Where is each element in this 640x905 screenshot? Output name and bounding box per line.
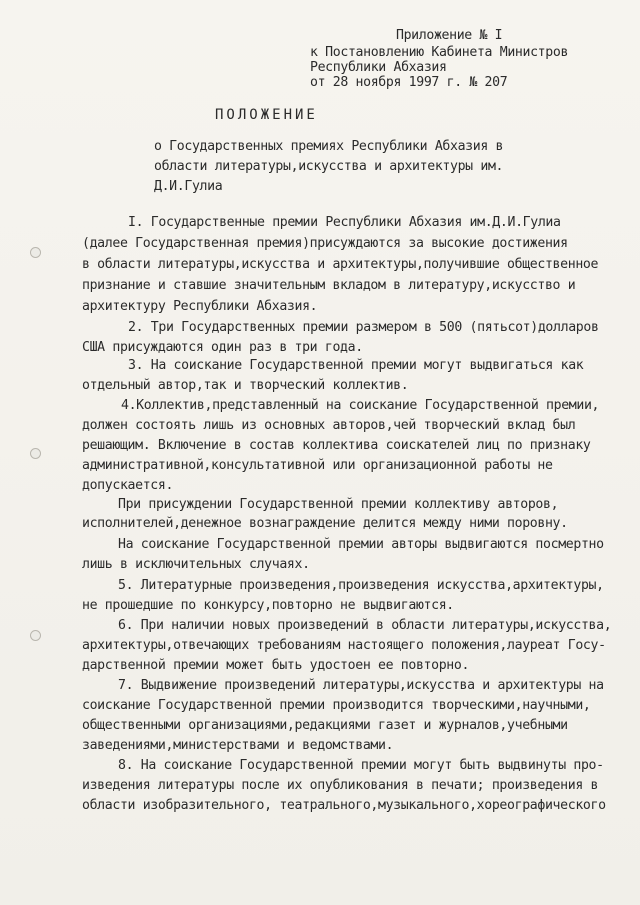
body-line: отдельный автор,так и творческий коллектив. <box>82 378 409 393</box>
body-line: 7. Выдвижение произведений литературы,искусства и архитектуры на <box>118 678 604 693</box>
body-line: не прошедшие по конкурсу,повторно не выдвигаются. <box>82 598 454 613</box>
body-line: На соискание Государственной премии авторы выдвигаются посмертно <box>118 537 604 552</box>
body-line: должен состоять лишь из основных авторов,чей творческий вклад был <box>82 418 576 433</box>
body-line: области изобразительного, театрального,музыкального,хореографического <box>82 798 606 813</box>
body-line: административной,консультативной или организационной работы не <box>82 458 553 473</box>
body-line: При присуждении Государственной премии коллективу авторов, <box>118 497 559 512</box>
body-line: 5. Литературные произведения,произведения искусства,архитектуры, <box>118 578 604 593</box>
body-line: архитектуру Республики Абхазия. <box>82 299 318 314</box>
body-line: решающим. Включение в состав коллектива соискателей лиц по признаку <box>82 438 591 453</box>
decree-date: от 28 ноября 1997 г. № 207 <box>310 75 508 90</box>
punch-hole-mark <box>30 448 41 459</box>
body-line: признание и ставшие значительным вкладом в литературу,искусство и <box>82 278 576 293</box>
body-line: соискание Государственной премии производится творческими,научными, <box>82 698 591 713</box>
body-line: изведения литературы после их опубликования в печати; произведения в <box>82 778 599 793</box>
subtitle-line: Д.И.Гулиа <box>154 179 223 194</box>
body-line: (далее Государственная премия)присуждаются за высокие достижения <box>82 236 568 251</box>
body-line: лишь в исключительных случаях. <box>82 557 310 572</box>
subtitle-line: области литературы,искусства и архитектуры им. <box>154 159 504 174</box>
body-line: I. Государственные премии Республики Абхазия им.Д.И.Гулиа <box>128 215 561 230</box>
decree-reference: к Постановлению Кабинета Министров <box>310 45 569 60</box>
subtitle-line: о Государственных премиях Республики Абхазия в <box>154 139 504 154</box>
body-line: заведениями,министерствами и ведомствами. <box>82 738 394 753</box>
punch-hole-mark <box>30 630 41 641</box>
body-line: 4.Коллектив,представленный на соискание Государственной премии, <box>121 398 600 413</box>
decree-republic: Республики Абхазия <box>310 60 447 75</box>
body-line: дарственной премии может быть удостоен ее повторно. <box>82 658 470 673</box>
body-line: 2. Три Государственных премии размером в 500 (пятьсот)долларов <box>128 320 599 335</box>
body-line: 8. На соискание Государственной премии могут быть выдвинуты про- <box>118 758 604 773</box>
body-line: 6. При наличии новых произведений в области литературы,искусства, <box>118 618 612 633</box>
body-line: в области литературы,искусства и архитектуры,получившие общественное <box>82 257 599 272</box>
body-line: допускается. <box>82 478 174 493</box>
body-line: исполнителей,денежное вознаграждение делится между ними поровну. <box>82 516 568 531</box>
body-line: 3. На соискание Государственной премии могут выдвигаться как <box>128 358 584 373</box>
appendix-number: Приложение № I <box>396 28 503 43</box>
body-line: общественными организациями,редакциями газет и журналов,учебными <box>82 718 568 733</box>
body-line: США присуждаются один раз в три года. <box>82 340 363 355</box>
punch-hole-mark <box>30 247 41 258</box>
body-line: архитектуры,отвечающих требованиям настоящего положения,лауреат Госу- <box>82 638 606 653</box>
document-title: ПОЛОЖЕНИЕ <box>215 107 318 123</box>
